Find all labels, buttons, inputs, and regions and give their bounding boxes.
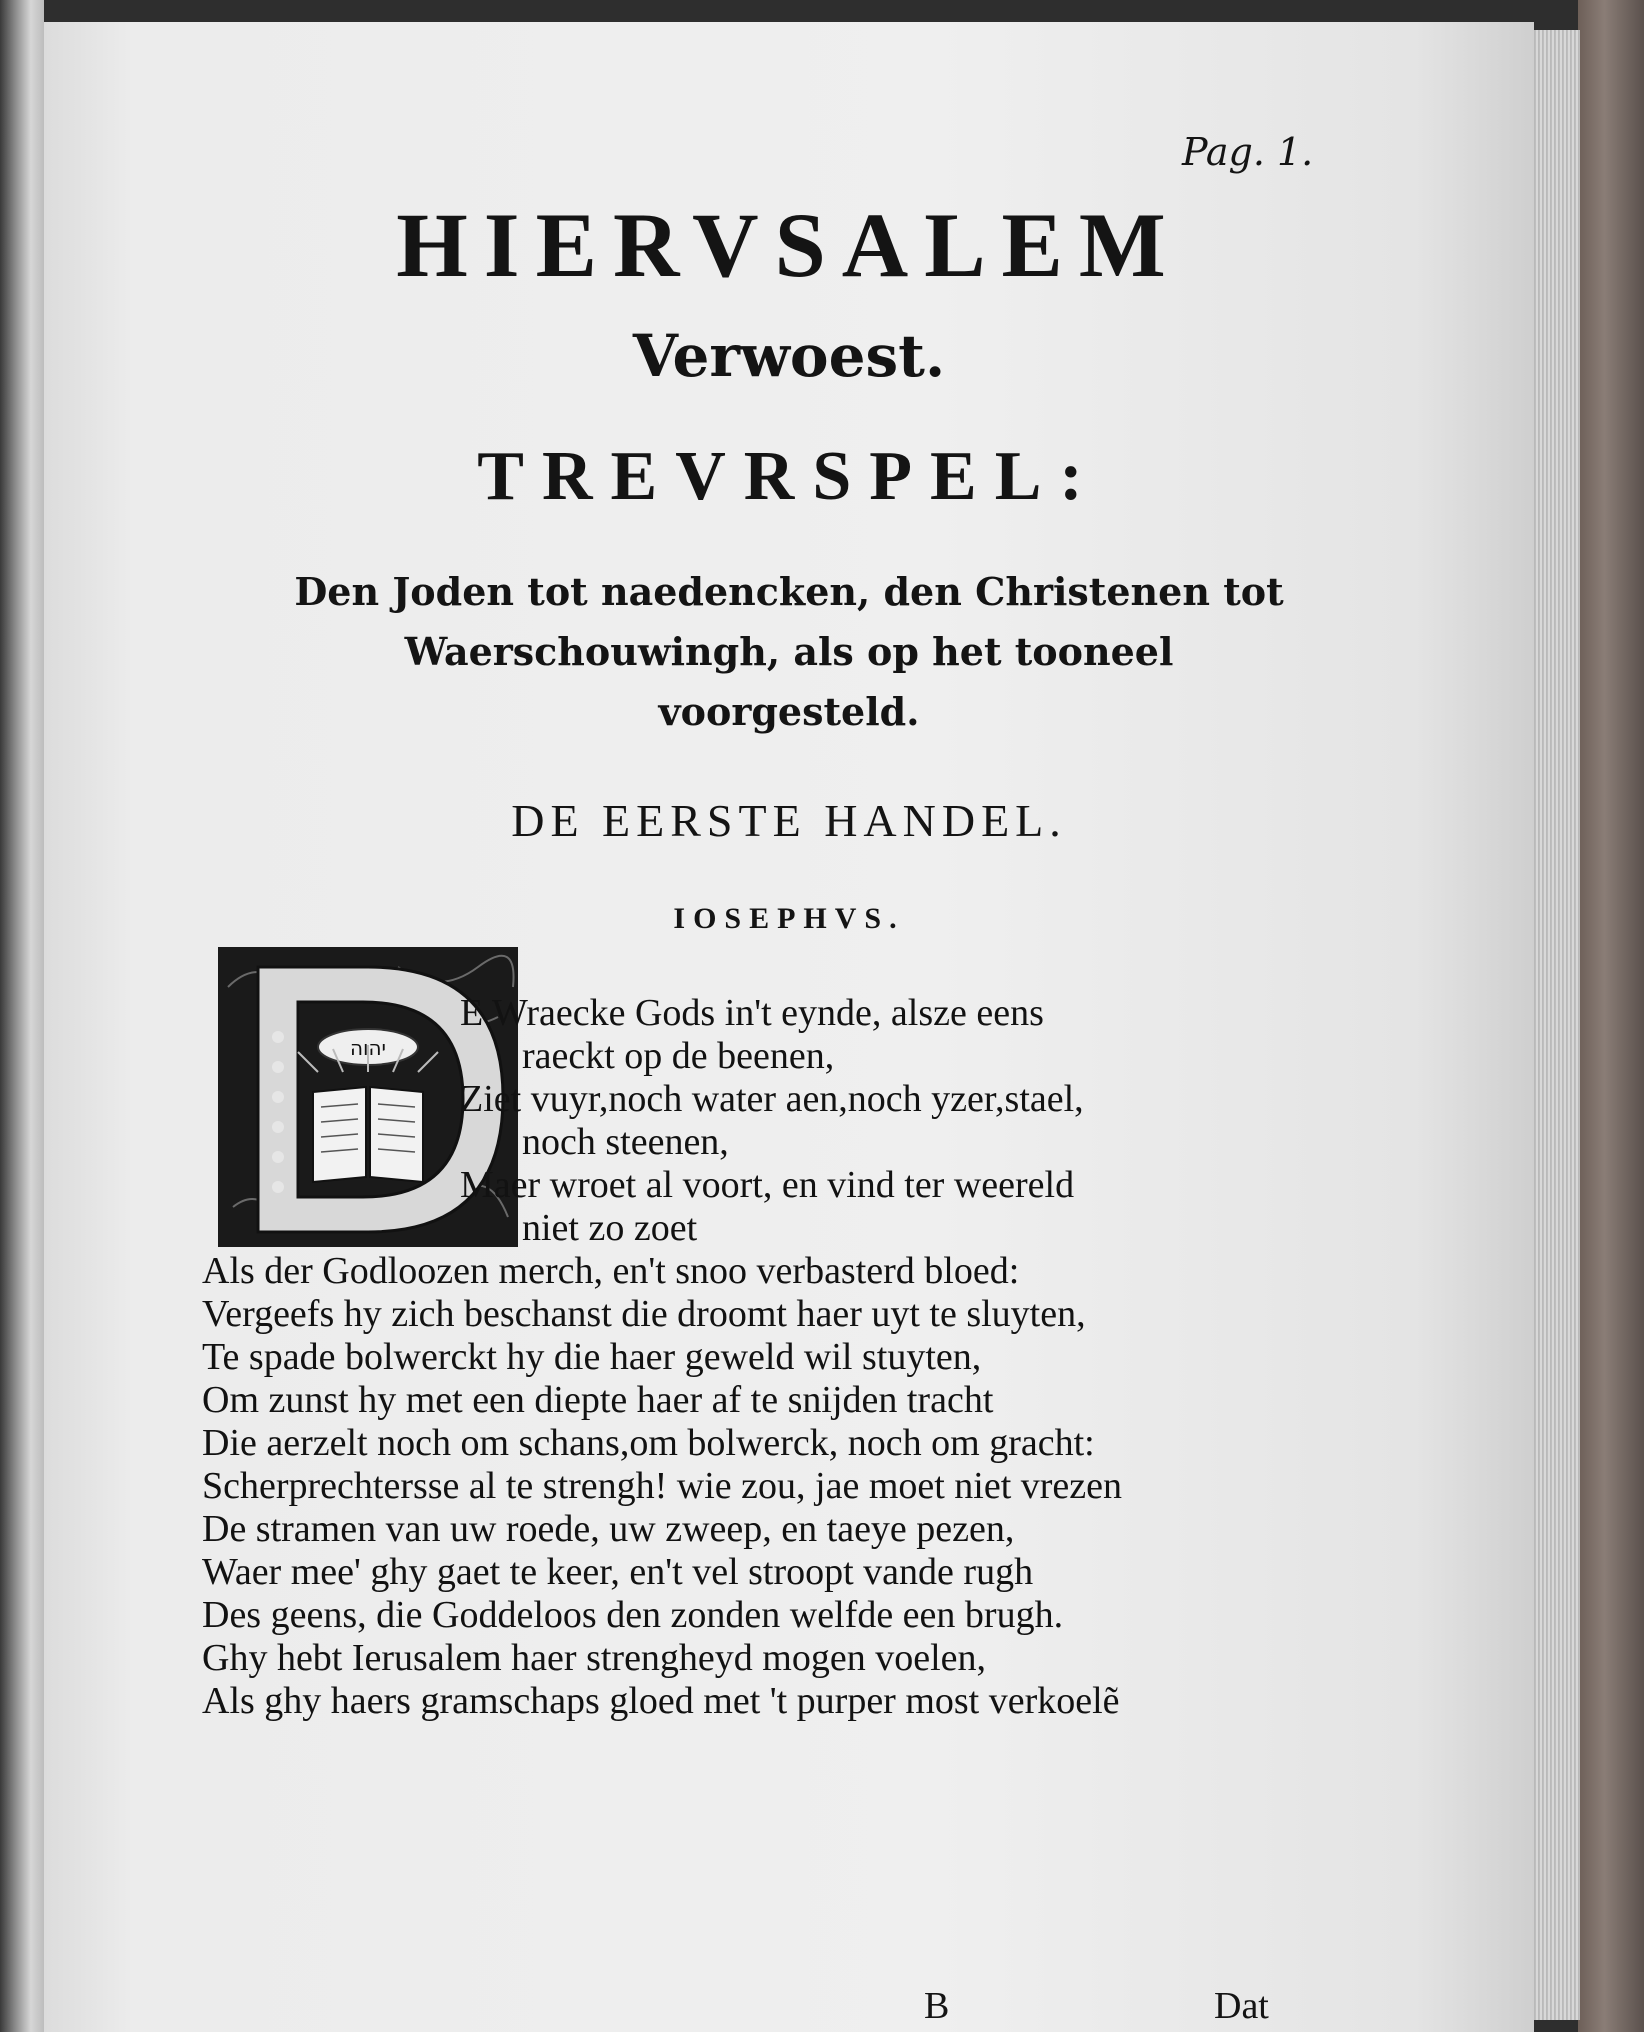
title-main: HIERVSALEM (396, 194, 1182, 296)
subtitle (194, 562, 1384, 742)
catchword: Dat (1214, 1985, 1269, 2027)
left-page-edge (0, 0, 44, 2032)
verse-line: Als der Godloozen merch, en't snoo verbasterd bloed: (202, 1250, 1020, 1292)
verse-line: Als ghy haers gramschaps gloed met 't purper most verkoelẽ (202, 1680, 1120, 1722)
verse-line: Ghy hebt Ierusalem haer strengheyd mogen voelen, (202, 1637, 987, 1679)
verse-line: noch steenen, (522, 1121, 729, 1163)
title-genre: TREVRSPEL: (477, 438, 1101, 515)
verse-line: Te spade bolwerckt hy die haer geweld wil stuyten, (202, 1336, 982, 1378)
verse-line: Om zunst hy met een diepte haer af te snijden tracht (202, 1379, 994, 1421)
verse-line: Des geens, die Goddeloos den zonden welfde een brugh. (202, 1594, 1064, 1636)
subtitle-line: Den Joden tot naedencken, den Christenen tot (294, 569, 1284, 614)
book-cover-edge (1578, 0, 1644, 2032)
verse-block (202, 992, 1352, 1723)
signature-mark: B (924, 1985, 950, 2027)
verse-line: Ziet vuyr,noch water aen,noch yzer,stael, (460, 1078, 1084, 1120)
verse-line: De stramen van uw roede, uw zweep, en taeye pezen, (202, 1508, 1015, 1550)
verse-line: Die aerzelt noch om schans,om bolwerck, noch om gracht: (202, 1422, 1095, 1464)
speaker-name: IOSEPHVS. (673, 902, 905, 935)
verse-line: Vergeefs hy zich beschanst die droomt haer uyt te sluyten, (202, 1293, 1086, 1335)
initial-inscription: יהוה (349, 1036, 387, 1060)
verse-line: raeckt op de beenen, (522, 1035, 835, 1077)
verse-line: E Wraecke Gods in't eynde, alsze eens (460, 992, 1044, 1034)
subtitle-line: voorgesteld. (658, 689, 920, 734)
subtitle-line: Waerschouwingh, als op het tooneel (404, 629, 1174, 674)
title-blackletter: Verwoest. (632, 322, 946, 390)
page-number: Pag. 1. (1182, 130, 1314, 174)
verse-line: Maer wroet al voort, en vind ter weereld (460, 1164, 1075, 1206)
verse-line: Waer mee' ghy gaet te keer, en't vel stroopt vande rugh (202, 1551, 1034, 1593)
book-page (44, 22, 1534, 2032)
act-heading: DE EERSTE HANDEL. (511, 795, 1067, 846)
verse-line: niet zo zoet (522, 1207, 698, 1249)
verse-line: Scherprechtersse al te strengh! wie zou, jae moet niet vrezen (202, 1465, 1123, 1507)
